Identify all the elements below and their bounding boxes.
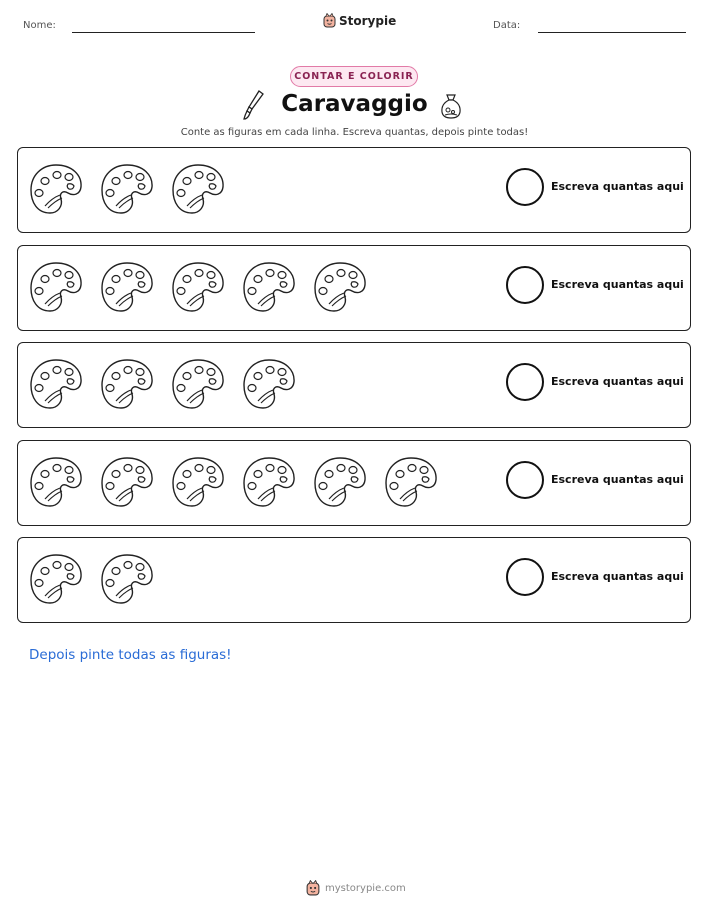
palette-icon (312, 455, 368, 509)
answer-label: Escreva quantas aqui (551, 278, 684, 291)
palette-icon (170, 162, 226, 216)
palette-icon (170, 455, 226, 509)
storypie-logo-icon (323, 13, 336, 28)
count-row-5 (17, 537, 691, 623)
figure-group (28, 260, 368, 314)
palette-icon (383, 455, 439, 509)
footer (306, 880, 406, 896)
palette-icon (28, 552, 84, 606)
count-row-3 (17, 342, 691, 428)
answer-circle[interactable] (506, 558, 544, 596)
palette-icon (99, 162, 155, 216)
palette-icon (170, 357, 226, 411)
count-row-4 (17, 440, 691, 526)
palette-icon (99, 455, 155, 509)
answer-label: Escreva quantas aqui (551, 473, 684, 486)
count-row-1 (17, 147, 691, 233)
answer-circle[interactable] (506, 461, 544, 499)
paint-sack-icon (439, 92, 463, 120)
date-write-line[interactable] (538, 32, 686, 33)
palette-icon (28, 455, 84, 509)
answer-circle[interactable] (506, 363, 544, 401)
figure-group (28, 162, 226, 216)
count-row-2 (17, 245, 691, 331)
palette-icon (99, 552, 155, 606)
date-label: Data: (493, 20, 521, 31)
palette-icon (170, 260, 226, 314)
figure-group (28, 455, 439, 509)
page-title: Caravaggio (281, 91, 428, 117)
instructions: Conte as figuras em cada linha. Escreva quantas, depois pinte todas! (180, 127, 529, 138)
activity-badge: CONTAR E COLORIR (290, 66, 418, 87)
palette-icon (241, 357, 297, 411)
name-write-line[interactable] (72, 32, 255, 33)
footer-note: Depois pinte todas as figuras! (29, 647, 232, 663)
brand-logo (323, 13, 396, 28)
storypie-logo-icon (306, 880, 320, 896)
figure-group (28, 552, 155, 606)
palette-icon (312, 260, 368, 314)
answer-label: Escreva quantas aqui (551, 180, 684, 193)
brand-name: Storypie (339, 13, 397, 28)
palette-icon (99, 357, 155, 411)
footer-url: mystorypie.com (325, 882, 406, 894)
palette-icon (28, 162, 84, 216)
answer-circle[interactable] (506, 266, 544, 304)
figure-group (28, 357, 297, 411)
palette-icon (28, 260, 84, 314)
answer-circle[interactable] (506, 168, 544, 206)
palette-icon (28, 357, 84, 411)
answer-label: Escreva quantas aqui (551, 375, 684, 388)
palette-icon (241, 455, 297, 509)
palette-icon (241, 260, 297, 314)
answer-label: Escreva quantas aqui (551, 570, 684, 583)
name-label: Nome: (23, 20, 56, 31)
palette-icon (99, 260, 155, 314)
